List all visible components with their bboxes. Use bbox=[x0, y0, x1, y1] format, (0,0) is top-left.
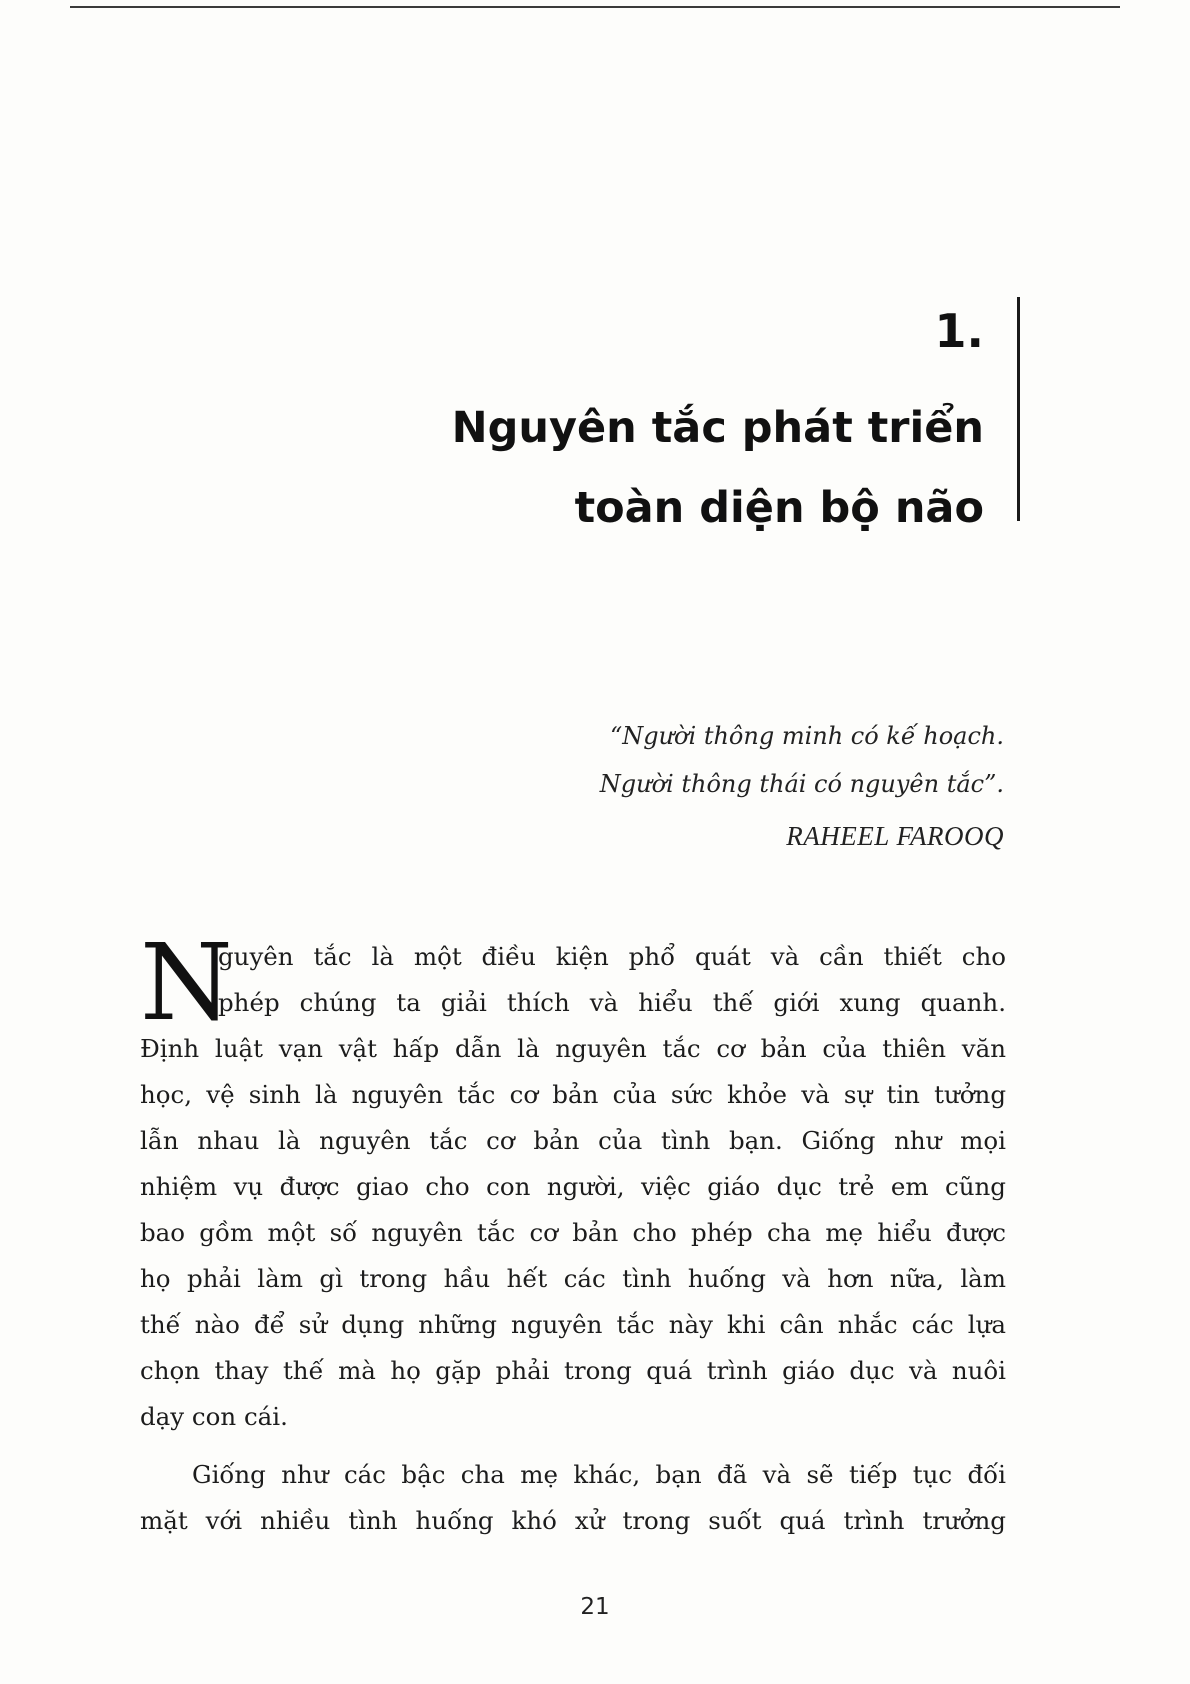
epigraph-author: RAHEEL FAROOQ bbox=[786, 821, 1004, 851]
chapter-heading-rule bbox=[1017, 297, 1020, 521]
text-line: phép chúng ta giải thích và hiểu thế giới xung quanh. bbox=[218, 988, 1006, 1017]
text-line: dạy con cái. bbox=[140, 1402, 288, 1431]
chapter-title-line: toàn diện bộ não bbox=[574, 483, 984, 533]
text-line: mặt với nhiều tình huống khó xử trong suốt quá trình trưởng bbox=[140, 1506, 1006, 1535]
text-line: họ phải làm gì trong hầu hết các tình huống và hơn nữa, làm bbox=[140, 1264, 1006, 1293]
text-line: bao gồm một số nguyên tắc cơ bản cho phép cha mẹ hiểu được bbox=[140, 1218, 1006, 1247]
text-line: guyên tắc là một điều kiện phổ quát và cần thiết cho bbox=[218, 942, 1006, 971]
text-line: học, vệ sinh là nguyên tắc cơ bản của sức khỏe và sự tin tưởng bbox=[140, 1080, 1006, 1109]
paragraph-1 bbox=[140, 921, 1006, 1440]
text-line: lẫn nhau là nguyên tắc cơ bản của tình bạn. Giống như mọi bbox=[140, 1126, 1006, 1155]
epigraph-line: Người thông thái có nguyên tắc”. bbox=[599, 770, 1004, 798]
epigraph-line: “Người thông minh có kế hoạch. bbox=[609, 722, 1004, 750]
body-text bbox=[140, 921, 1006, 1544]
text-line: nhiệm vụ được giao cho con người, việc giáo dục trẻ em cũng bbox=[140, 1172, 1006, 1201]
drop-cap: N bbox=[140, 921, 233, 1044]
paragraph-2 bbox=[140, 1452, 1006, 1544]
paragraph-gap bbox=[140, 1440, 1006, 1452]
text-line: chọn thay thế mà họ gặp phải trong quá trình giáo dục và nuôi bbox=[140, 1356, 1006, 1385]
page-number: 21 bbox=[580, 1594, 610, 1620]
text-line: thế nào để sử dụng những nguyên tắc này khi cân nhắc các lựa bbox=[140, 1310, 1006, 1339]
chapter-title-line: Nguyên tắc phát triển bbox=[451, 403, 984, 453]
top-edge-rule bbox=[70, 6, 1120, 8]
text-line: Định luật vạn vật hấp dẫn là nguyên tắc cơ bản của thiên văn bbox=[140, 1034, 1006, 1063]
epigraph bbox=[600, 712, 1004, 860]
chapter-number: 1. bbox=[934, 304, 984, 358]
chapter-title bbox=[452, 388, 984, 548]
text-line: Giống như các bậc cha mẹ khác, bạn đã và sẽ tiếp tục đối bbox=[192, 1460, 1006, 1489]
